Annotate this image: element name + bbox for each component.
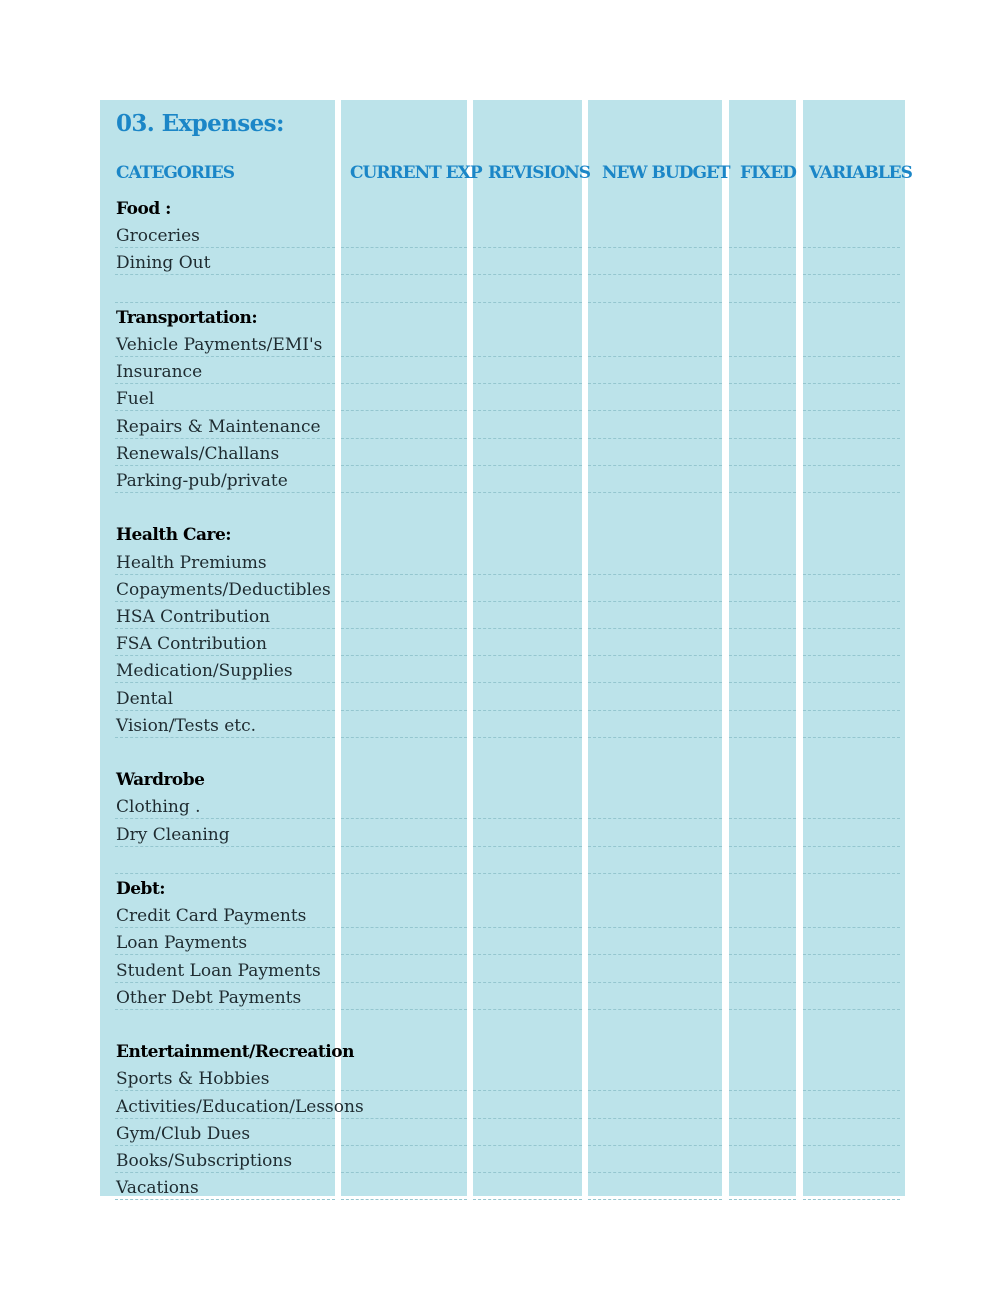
entry-line[interactable] [729,601,796,602]
entry-line[interactable] [588,927,722,928]
sheet-title: 03. Expenses: [116,110,284,137]
expense-category-label: Parking-pub/private [116,471,288,491]
fixed-column [729,100,796,1196]
expense-category-label: Dining Out [116,253,211,274]
entry-line[interactable] [803,383,900,384]
entry-line[interactable] [588,873,722,874]
entry-line[interactable] [803,628,900,629]
entry-line[interactable] [588,274,722,275]
section-heading: Transportation: [116,307,258,328]
entry-line[interactable] [803,927,900,928]
entry-line[interactable] [341,438,467,439]
entry-line[interactable] [115,465,335,466]
entry-line[interactable] [341,601,467,602]
expense-category-label: Medication/Supplies [116,661,293,682]
entry-line[interactable] [341,1118,467,1119]
expense-category-label: Other Debt Payments [116,987,302,1008]
entry-line[interactable] [588,655,722,656]
header-categories: CATEGORIES [116,163,235,183]
expense-category-label: Vehicle Payments/EMI's [116,335,323,355]
expense-category-label: Books/Subscriptions [116,1151,293,1171]
entry-line[interactable] [341,927,467,928]
entry-line[interactable] [803,954,900,955]
entry-line[interactable] [729,1009,796,1010]
entry-line[interactable] [341,628,467,629]
entry-line[interactable] [588,818,722,819]
entry-line[interactable] [803,982,900,983]
entry-line[interactable] [588,601,722,602]
entry-line[interactable] [341,410,467,411]
entry-line[interactable] [341,492,467,493]
entry-line[interactable] [115,247,335,248]
entry-line[interactable] [115,846,335,847]
entry-line[interactable] [588,1172,722,1173]
section-heading: Health Care: [116,525,232,546]
entry-line[interactable] [115,927,335,928]
entry-line[interactable] [115,818,335,819]
entry-line[interactable] [341,737,467,738]
entry-line[interactable] [588,954,722,955]
entry-line[interactable] [588,1118,722,1119]
entry-line[interactable] [729,710,796,711]
entry-line[interactable] [588,710,722,711]
entry-line[interactable] [473,438,582,439]
expense-category-label: Health Premiums [116,552,267,573]
entry-line[interactable] [341,846,467,847]
expense-category-label: Clothing . [116,797,201,818]
entry-line[interactable] [115,1090,335,1091]
entry-line[interactable] [803,465,900,466]
entry-line[interactable] [473,846,582,847]
entry-line[interactable] [588,438,722,439]
entry-line[interactable] [341,655,467,656]
entry-line[interactable] [473,1090,582,1091]
entry-line[interactable] [729,302,796,303]
expense-category-label: Repairs & Maintenance [116,416,321,437]
entry-line[interactable] [729,628,796,629]
entry-line[interactable] [341,873,467,874]
entry-line[interactable] [729,410,796,411]
entry-line[interactable] [803,601,900,602]
entry-line[interactable] [588,682,722,683]
entry-line[interactable] [115,356,335,357]
expense-category-label: Gym/Club Dues [116,1123,251,1144]
entry-line[interactable] [803,873,900,874]
header-variables: VARIABLES [809,163,912,183]
header-revisions: REVISIONS [488,163,591,183]
entry-line[interactable] [473,818,582,819]
entry-line[interactable] [729,465,796,466]
entry-line[interactable] [729,737,796,738]
entry-line[interactable] [729,682,796,683]
entry-line[interactable] [588,982,722,983]
entry-line[interactable] [115,438,335,439]
revisions-column [473,100,582,1196]
entry-line[interactable] [115,873,335,874]
entry-line[interactable] [803,710,900,711]
entry-line[interactable] [473,682,582,683]
entry-line[interactable] [588,410,722,411]
expense-category-label: Fuel [116,389,155,410]
entry-line[interactable] [729,247,796,248]
entry-line[interactable] [341,574,467,575]
section-heading: Entertainment/Recreation [116,1042,354,1063]
entry-line[interactable] [473,601,582,602]
section-heading: Food : [116,199,171,219]
entry-line[interactable] [473,410,582,411]
entry-line[interactable] [341,982,467,983]
expense-category-label: Vision/Tests etc. [116,715,257,736]
entry-line[interactable] [729,982,796,983]
entry-line[interactable] [341,1090,467,1091]
entry-line[interactable] [115,682,335,683]
entry-line[interactable] [803,410,900,411]
entry-line[interactable] [803,574,900,575]
expense-category-label: FSA Contribution [116,634,267,655]
header-fixed: FIXED [740,163,796,183]
entry-line[interactable] [803,1090,900,1091]
expense-category-label: Student Loan Payments [116,960,321,981]
entry-line[interactable] [115,601,335,602]
entry-line[interactable] [803,247,900,248]
entry-line[interactable] [473,492,582,493]
entry-line[interactable] [803,438,900,439]
expense-category-label: Loan Payments [116,933,248,954]
entry-line[interactable] [473,628,582,629]
entry-line[interactable] [473,302,582,303]
entry-line[interactable] [341,383,467,384]
entry-line[interactable] [588,1199,722,1200]
section-heading: Debt: [116,879,166,899]
entry-line[interactable] [473,1172,582,1173]
entry-line[interactable] [473,1118,582,1119]
entry-line[interactable] [115,574,335,575]
entry-line[interactable] [341,1145,467,1146]
entry-line[interactable] [803,302,900,303]
entry-line[interactable] [341,818,467,819]
entry-line[interactable] [729,492,796,493]
entry-line[interactable] [803,655,900,656]
entry-line[interactable] [473,873,582,874]
entry-line[interactable] [115,1118,335,1119]
entry-line[interactable] [729,1172,796,1173]
expense-category-label: Renewals/Challans [116,443,280,464]
expense-category-label: Groceries [116,226,200,247]
entry-line[interactable] [803,1145,900,1146]
entry-line[interactable] [803,1009,900,1010]
entry-line[interactable] [473,710,582,711]
entry-line[interactable] [473,356,582,357]
variables-column [803,100,905,1196]
current-exp-column [341,100,467,1196]
entry-line[interactable] [803,682,900,683]
entry-line[interactable] [115,410,335,411]
entry-line[interactable] [341,710,467,711]
expense-category-label: Sports & Hobbies [116,1069,270,1090]
entry-line[interactable] [803,492,900,493]
entry-line[interactable] [473,1199,582,1200]
entry-line[interactable] [588,846,722,847]
entry-line[interactable] [588,383,722,384]
entry-line[interactable] [115,628,335,629]
entry-line[interactable] [115,274,335,275]
entry-line[interactable] [115,655,335,656]
entry-line[interactable] [729,383,796,384]
entry-line[interactable] [588,1009,722,1010]
entry-line[interactable] [115,302,335,303]
entry-line[interactable] [803,1172,900,1173]
entry-line[interactable] [341,1009,467,1010]
entry-line[interactable] [341,356,467,357]
entry-line[interactable] [473,655,582,656]
entry-line[interactable] [729,873,796,874]
entry-line[interactable] [473,383,582,384]
entry-line[interactable] [473,927,582,928]
entry-line[interactable] [341,465,467,466]
entry-line[interactable] [115,737,335,738]
expense-category-label: HSA Contribution [116,607,271,627]
entry-line[interactable] [803,1199,900,1200]
entry-line[interactable] [473,954,582,955]
entry-line[interactable] [729,1199,796,1200]
entry-line[interactable] [588,302,722,303]
entry-line[interactable] [588,574,722,575]
entry-line[interactable] [115,1172,335,1173]
entry-line[interactable] [729,1090,796,1091]
entry-line[interactable] [729,655,796,656]
entry-line[interactable] [473,1009,582,1010]
expense-category-label: Copayments/Deductibles [116,579,331,600]
new-budget-column [588,100,722,1196]
entry-line[interactable] [729,1145,796,1146]
expense-category-label: Credit Card Payments [116,906,307,927]
entry-line[interactable] [473,737,582,738]
expense-category-label: Vacations [116,1178,199,1199]
entry-line[interactable] [729,438,796,439]
entry-line[interactable] [341,274,467,275]
entry-line[interactable] [115,710,335,711]
entry-line[interactable] [341,1172,467,1173]
entry-line[interactable] [729,356,796,357]
entry-line[interactable] [115,492,335,493]
entry-line[interactable] [588,737,722,738]
entry-line[interactable] [729,927,796,928]
entry-line[interactable] [803,737,900,738]
entry-line[interactable] [588,465,722,466]
entry-line[interactable] [341,954,467,955]
entry-line[interactable] [588,356,722,357]
entry-line[interactable] [473,574,582,575]
entry-line[interactable] [588,492,722,493]
entry-line[interactable] [473,982,582,983]
entry-line[interactable] [115,1199,335,1200]
entry-line[interactable] [473,247,582,248]
entry-line[interactable] [729,1118,796,1119]
section-heading: Wardrobe [116,770,205,791]
entry-line[interactable] [588,247,722,248]
entry-line[interactable] [473,274,582,275]
entry-line[interactable] [341,1199,467,1200]
entry-line[interactable] [803,846,900,847]
entry-line[interactable] [473,465,582,466]
entry-line[interactable] [115,982,335,983]
expense-category-label: Dry Cleaning [116,824,230,845]
entry-line[interactable] [803,274,900,275]
entry-line[interactable] [473,1145,582,1146]
entry-line[interactable] [588,1145,722,1146]
entry-line[interactable] [341,247,467,248]
entry-line[interactable] [803,356,900,357]
entry-line[interactable] [729,954,796,955]
header-new-budget: NEW BUDGET [602,163,730,183]
entry-line[interactable] [803,1118,900,1119]
entry-line[interactable] [115,383,335,384]
expense-category-label: Activities/Education/Lessons [116,1096,364,1117]
entry-line[interactable] [729,846,796,847]
expense-category-label: Dental [116,688,174,709]
expense-category-label: Insurance [116,362,203,383]
entry-line[interactable] [341,302,467,303]
entry-line[interactable] [115,1009,335,1010]
entry-line[interactable] [803,818,900,819]
entry-line[interactable] [729,274,796,275]
entry-line[interactable] [588,628,722,629]
entry-line[interactable] [341,682,467,683]
entry-line[interactable] [588,1090,722,1091]
header-current-exp: CURRENT EXP [350,163,482,183]
entry-line[interactable] [729,818,796,819]
entry-line[interactable] [115,1145,335,1146]
entry-line[interactable] [115,954,335,955]
entry-line[interactable] [729,574,796,575]
